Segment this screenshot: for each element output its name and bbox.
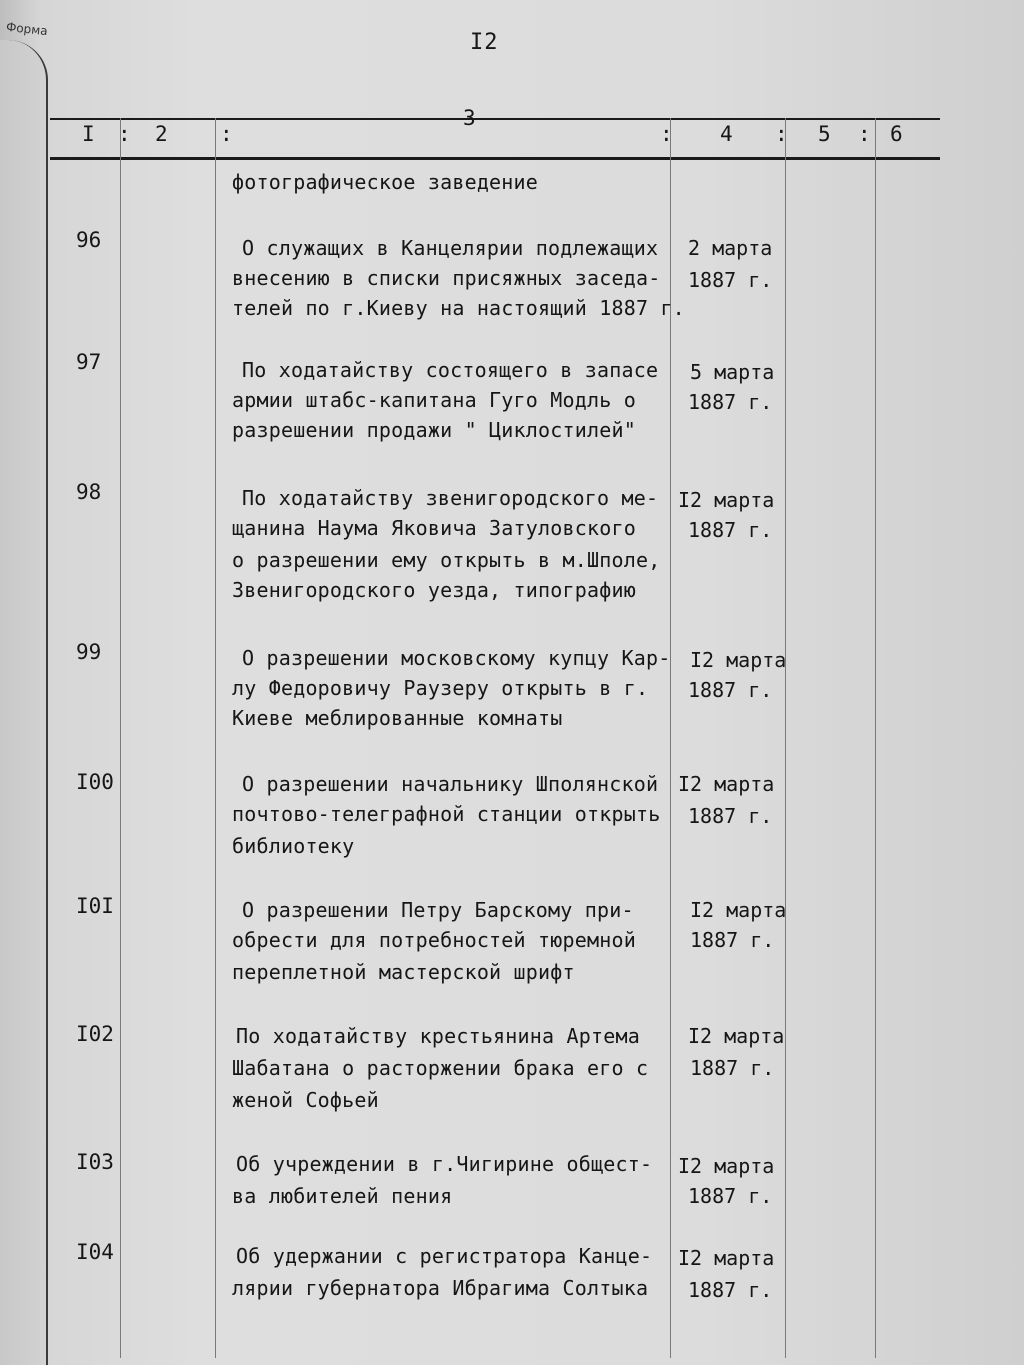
entry-title-line: Киеве меблированные комнаты [232, 706, 563, 730]
entry-number: 99 [76, 640, 102, 664]
entry-date: I2 марта [688, 1024, 785, 1048]
entry-title-line: лу Федоровичу Раузеру открыть в г. [232, 676, 649, 700]
entry-number: 96 [76, 228, 102, 252]
column-divider [785, 118, 786, 1358]
entry-title-line: О разрешении Петру Барскому при- [242, 898, 634, 922]
entry-date: 1887 г. [688, 268, 773, 292]
column-header-separator: : [118, 122, 131, 146]
entry-title-line: армии штабс-капитана Гуго Модль о [232, 388, 636, 412]
entry-date: 1887 г. [688, 1184, 773, 1208]
show-through-text [240, 200, 251, 222]
column-header-separator: : [660, 122, 673, 146]
entry-title-line: внесению в списки присяжных заседа- [232, 266, 661, 290]
entry-title-line: О служащих в Канцелярии подлежащих [242, 236, 659, 260]
entry-date: I2 марта [678, 1246, 775, 1270]
entry-title-line: телей по г.Киеву на настоящий 1887 г. [232, 296, 685, 320]
column-header-3: 3 [463, 106, 476, 130]
entry-date: 2 марта [688, 236, 773, 260]
column-header-5: 5 [818, 122, 831, 146]
entry-number: I00 [76, 770, 114, 794]
entry-title-line: Об учреждении в г.Чигирине общест- [236, 1152, 653, 1176]
entry-number: I04 [76, 1240, 114, 1264]
entry-title-line: ва любителей пения [232, 1184, 453, 1208]
entry-date: I2 марта [690, 648, 787, 672]
entry-title-line: почтово-телеграфной станции открыть [232, 802, 661, 826]
continued-entry-text: фотографическое заведение [232, 170, 539, 194]
column-divider [875, 118, 876, 1358]
column-header-1: I [82, 122, 95, 146]
table-header-top-rule [50, 118, 940, 120]
column-divider [215, 118, 216, 1358]
entry-date: 1887 г. [688, 1278, 773, 1302]
page-number: I2 [470, 30, 499, 55]
entry-date: 1887 г. [688, 390, 773, 414]
entry-title-line: Об удержании с регистратора Канце- [236, 1244, 653, 1268]
entry-title-line: о разрешении ему открыть в м.Шполе, [232, 548, 661, 572]
entry-number: 98 [76, 480, 102, 504]
entry-date: 1887 г. [690, 1056, 775, 1080]
entry-title-line: разрешении продажи " Циклостилей" [232, 418, 636, 442]
entry-title-line: По ходатайству звенигородского ме- [242, 486, 659, 510]
entry-date: I2 марта [690, 898, 787, 922]
entry-number: I02 [76, 1022, 114, 1046]
left-binding-margin [0, 40, 48, 1365]
entry-title-line: лярии губернатора Ибрагима Солтыка [232, 1276, 649, 1300]
column-divider [120, 118, 121, 1358]
column-header-6: 6 [890, 122, 903, 146]
entry-date: I2 марта [678, 772, 775, 796]
table-header-bottom-rule [50, 157, 940, 160]
entry-date: 1887 г. [688, 518, 773, 542]
entry-title-line: щанина Наума Яковича Затуловского [232, 516, 636, 540]
column-header-separator: : [858, 122, 871, 146]
entry-number: I03 [76, 1150, 114, 1174]
entry-date: 1887 г. [690, 928, 775, 952]
entry-title-line: По ходатайству состоящего в запасе [242, 358, 659, 382]
entry-date: I2 марта [678, 1154, 775, 1178]
entry-title-line: обрести для потребностей тюремной [232, 928, 636, 952]
column-header-4: 4 [720, 122, 733, 146]
entry-date: 5 марта [690, 360, 775, 384]
entry-title-line: Звенигородского уезда, типографию [232, 578, 636, 602]
entry-title-line: Шабатана о расторжении брака его с [232, 1056, 649, 1080]
entry-title-line: женой Софьей [232, 1088, 379, 1112]
column-header-separator: : [775, 122, 788, 146]
entry-number: I0I [76, 894, 114, 918]
entry-number: 97 [76, 350, 102, 374]
form-corner-label: Форма [5, 19, 49, 39]
entry-title-line: библиотеку [232, 834, 355, 858]
entry-title-line: О разрешении начальнику Шполянской [242, 772, 659, 796]
entry-date: 1887 г. [688, 678, 773, 702]
column-header-2: 2 [155, 122, 168, 146]
entry-date: 1887 г. [688, 804, 773, 828]
entry-date: I2 марта [678, 488, 775, 512]
entry-title-line: По ходатайству крестьянина Артема [236, 1024, 640, 1048]
entry-title-line: переплетной мастерской шрифт [232, 960, 575, 984]
entry-title-line: О разрешении московскому купцу Кар- [242, 646, 671, 670]
column-header-separator: : [220, 122, 233, 146]
